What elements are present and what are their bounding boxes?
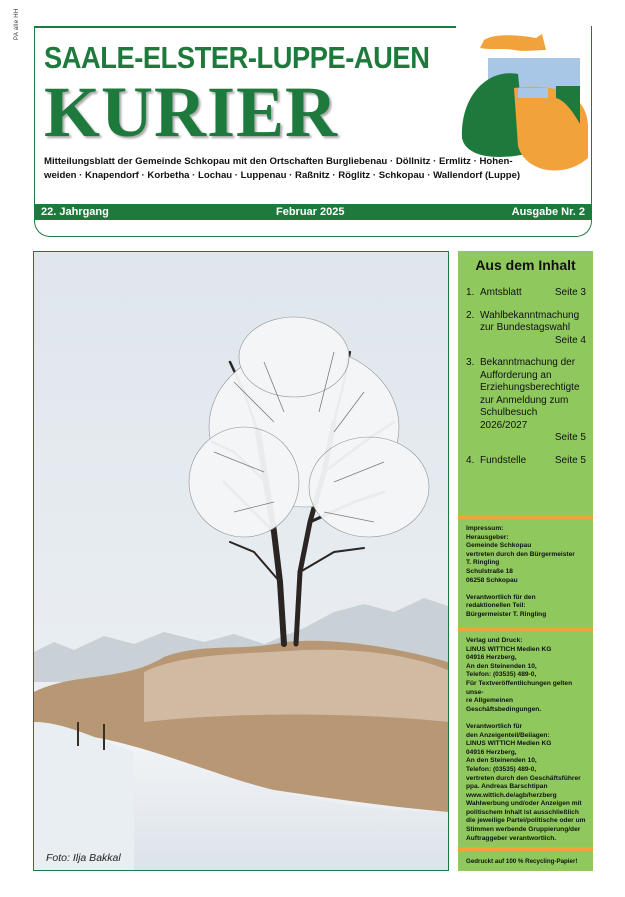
item-number: 2. xyxy=(466,309,475,321)
item-page: Seite 4 xyxy=(554,334,586,346)
item-text: Bekanntmachung der Aufforderung an Erziehungsberechtigte zur Anmeldung zum Schulbesuch 2026/2027 xyxy=(480,357,580,431)
contents-title: Aus dem Inhalt xyxy=(475,257,576,273)
masthead-title-top: SAALE-ELSTER-LUPPE-AUEN xyxy=(44,40,430,75)
divider xyxy=(458,627,593,631)
subtitle-line-2: weiden · Knapendorf · Korbetha · Lochau · Luppenau · Raßnitz · Röglitz · Schkopau · Wallendorf (Luppe) xyxy=(44,170,521,181)
item-number: 3. xyxy=(466,357,475,368)
masthead-top-rule xyxy=(34,26,456,28)
item-page: Seite 3 xyxy=(554,287,586,298)
item-number: 4. xyxy=(466,454,475,466)
side-code: PA alle HH xyxy=(14,8,20,40)
item-text: Amtsblatt xyxy=(480,287,522,298)
item-text: Fundstelle xyxy=(480,454,527,466)
subtitle-line-1: Mitteilungsblatt der Gemeinde Schkopau mit den Ortschaften Burgliebenau · Döllnitz · Ermlitz · Hohen- xyxy=(44,156,513,167)
item-text: Wahlbekanntmachung zur Bundestagswahl xyxy=(480,309,580,333)
item-page: Seite 5 xyxy=(554,432,586,443)
municipality-logo xyxy=(456,28,594,178)
contents-item[interactable] xyxy=(466,455,586,468)
masthead-title-main: KURIER xyxy=(44,72,339,152)
cover-photo xyxy=(33,251,449,871)
divider xyxy=(458,847,593,851)
contents-list xyxy=(466,287,586,477)
divider xyxy=(458,515,593,519)
sidebar xyxy=(458,251,593,871)
contents-item[interactable] xyxy=(466,310,586,348)
contents-item[interactable] xyxy=(466,287,586,300)
volume-label: 22. Jahrgang xyxy=(41,206,109,218)
imprint-publishing: Verlag und Druck: LINUS WITTICH Medien KG 04916 Herzberg, An den Steinenden 10, Telefon: (03535) 489-0, Für Textveröffentlichungen gelten unse- re Allgemeinen Geschäftsbedingungen. Verantwortlich für den Anzeigenteil/Beilagen: LINUS WITTICH Medien KG 04916 Herzberg, An den Steinenden 10, Telefon: (03535) 489-0, vertreten durch den Geschäftsführer ppa. Andreas Barschtipan www.wittich.de/agb/herzberg Wahlwerbung und/oder Anzeigen mit politischem Inhalt ist ausschließlich die jeweilige Partei/politische oder um Stimmen werbende Gruppierung/der Auftraggeber verantwortlich. xyxy=(466,637,586,842)
item-page: Seite 5 xyxy=(554,454,586,466)
item-number: 1. xyxy=(466,287,475,298)
issue-label: Ausgabe Nr. 2 xyxy=(511,206,585,218)
winter-tree-illustration xyxy=(34,252,448,870)
imprint-publisher: Impressum: Herausgeber: Gemeinde Schkopau vertreten durch den Bürgermeister T. Ringling Schulstraße 18 06258 Schkopau Verantwortlich für den redaktionellen Teil: Bürgermeister T. Ringling xyxy=(466,525,575,618)
contents-item[interactable] xyxy=(466,357,586,445)
masthead-subtitle xyxy=(44,155,521,183)
photo-credit: Foto: Ilja Bakkal xyxy=(46,852,121,864)
recycling-note: Gedruckt auf 100 % Recycling-Papier! xyxy=(466,858,578,865)
date-label: Februar 2025 xyxy=(276,206,345,218)
issue-info-bar xyxy=(35,204,591,220)
